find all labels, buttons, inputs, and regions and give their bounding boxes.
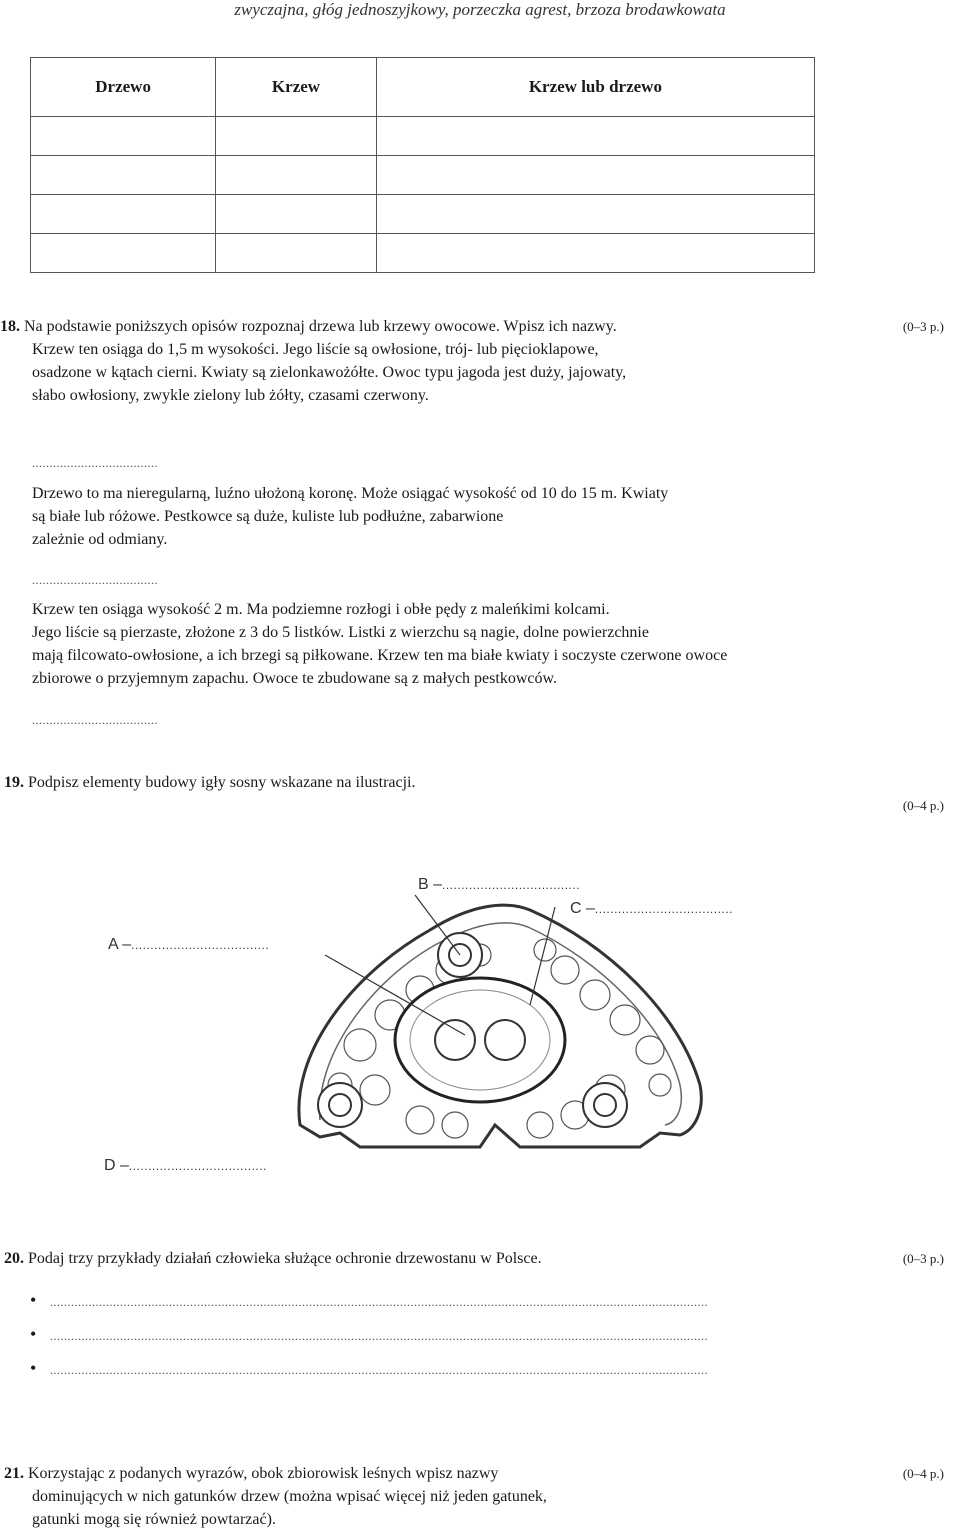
q21-line: gatunki mogą się również powtarzać).	[32, 1511, 276, 1528]
q18-description-1	[32, 338, 626, 407]
q18-answer-blank-3[interactable]: ....................................	[32, 713, 158, 727]
table-row	[31, 234, 815, 273]
table-cell[interactable]	[216, 156, 377, 195]
q20-answer-list	[30, 1290, 960, 1392]
q20-points: (0–3 p.)	[902, 1251, 944, 1266]
table-row	[31, 195, 815, 234]
description-line: są białe lub różowe. Pestkowce są duże, kuliste lub podłużne, zabarwione	[32, 508, 504, 525]
q20-answer-blank-2[interactable]: ............................................................................................................................................................................................	[50, 1329, 708, 1343]
column-header-shrub: Krzew	[216, 58, 377, 117]
list-item	[30, 1290, 960, 1324]
label-a-letter: A –	[108, 936, 132, 953]
classification-table	[30, 57, 815, 273]
q20-answer-blank-3[interactable]: ............................................................................................................................................................................................	[50, 1363, 708, 1377]
description-line: Krzew ten osiąga wysokość 2 m. Ma podziemne rozłogi i obłe pędy z maleńkimi kolcami.	[32, 601, 610, 618]
table-cell[interactable]	[31, 156, 216, 195]
q21-points: (0–4 p.)	[902, 1466, 944, 1481]
table-header-row	[31, 58, 815, 117]
q19-points: (0–4 p.)	[902, 798, 944, 813]
q18-prompt: Na podstawie poniższych opisów rozpoznaj drzewa lub krzewy owocowe. Wpisz ich nazwy.	[24, 318, 617, 335]
table-cell[interactable]	[216, 117, 377, 156]
q21-line: Korzystając z podanych wyrazów, obok zbiorowisk leśnych wpisz nazwy	[28, 1465, 499, 1482]
table-row	[31, 117, 815, 156]
bullet: •	[30, 1290, 37, 1310]
page-header: zwyczajna, głóg jednoszyjkowy, porzeczka agrest, brzoza brodawkowata	[234, 0, 726, 19]
label-d-blank[interactable]: ....................................	[128, 1159, 267, 1173]
label-c-blank[interactable]: ....................................	[594, 902, 733, 916]
q21-number: 21.	[4, 1465, 24, 1482]
table-cell[interactable]	[216, 234, 377, 273]
label-d-letter: D –	[104, 1157, 129, 1174]
description-line: Drzewo to ma nieregularną, luźno ułożoną koronę. Może osiągać wysokość od 10 do 15 m. Kwiaty	[32, 485, 669, 502]
table-cell[interactable]	[31, 117, 216, 156]
label-a	[108, 936, 269, 954]
q18-number: 18.	[0, 318, 20, 335]
table-cell[interactable]	[376, 156, 814, 195]
label-c	[570, 900, 733, 918]
q18-answer-blank-2[interactable]: ....................................	[32, 573, 158, 587]
description-line: zależnie od odmiany.	[32, 531, 168, 548]
label-d	[104, 1157, 267, 1175]
bullet: •	[30, 1324, 37, 1344]
description-line: mają filcowato-owłosione, a ich brzegi są piłkowane. Krzew ten ma białe kwiaty i soczyste czerwone owoce	[32, 647, 728, 664]
q21-line: dominujących w nich gatunków drzew (można wpisać więcej niż jeden gatunek,	[32, 1488, 547, 1505]
column-header-tree: Drzewo	[31, 58, 216, 117]
table-cell[interactable]	[376, 117, 814, 156]
table-cell[interactable]	[376, 195, 814, 234]
bullet: •	[30, 1358, 37, 1378]
endodermis	[395, 978, 565, 1102]
q18-points: (0–3 p.)	[902, 319, 944, 334]
description-line: Jego liście są pierzaste, złożone z 3 do 5 listków. Listki z wierzchu są nagie, dolne powierzchnie	[32, 624, 649, 641]
q19-prompt: Podpisz elementy budowy igły sosny wskazane na ilustracji.	[28, 774, 416, 791]
table-cell[interactable]	[31, 234, 216, 273]
column-header-shrub-or-tree: Krzew lub drzewo	[376, 58, 814, 117]
q20-heading	[4, 1247, 542, 1270]
pine-needle-cross-section-illustration	[280, 885, 720, 1150]
label-a-blank[interactable]: ....................................	[131, 938, 270, 952]
q19-number: 19.	[4, 774, 24, 791]
q18-answer-blank-1[interactable]: ....................................	[32, 456, 158, 470]
q20-prompt: Podaj trzy przykłady działań człowieka służące ochronie drzewostanu w Polsce.	[28, 1250, 542, 1267]
q18-description-2	[32, 482, 668, 551]
q21-heading	[4, 1462, 547, 1531]
q20-number: 20.	[4, 1250, 24, 1267]
table-cell[interactable]	[376, 234, 814, 273]
list-item	[30, 1358, 960, 1392]
label-b	[418, 876, 580, 894]
q19-heading	[4, 771, 415, 794]
q20-answer-blank-1[interactable]: ............................................................................................................................................................................................	[50, 1295, 708, 1309]
table-row	[31, 156, 815, 195]
list-item	[30, 1324, 960, 1358]
table-cell[interactable]	[31, 195, 216, 234]
label-c-letter: C –	[570, 900, 595, 917]
description-line: osadzone w kątach cierni. Kwiaty są zielonkawożółte. Owoc typu jagoda jest duży, jajowaty,	[32, 364, 627, 381]
q18-description-3	[32, 598, 727, 690]
table-cell[interactable]	[216, 195, 377, 234]
q18-heading	[0, 315, 617, 338]
description-line: Krzew ten osiąga do 1,5 m wysokości. Jego liście są owłosione, trój- lub pięcioklapowe,	[32, 341, 599, 358]
description-line: zbiorowe o przyjemnym zapachu. Owoce te zbudowane są z małych pestkowców.	[32, 670, 557, 687]
description-line: słabo owłosiony, zwykle zielony lub żółty, czasami czerwony.	[32, 387, 429, 404]
label-b-blank[interactable]: ....................................	[442, 878, 581, 892]
label-b-letter: B –	[418, 876, 443, 893]
